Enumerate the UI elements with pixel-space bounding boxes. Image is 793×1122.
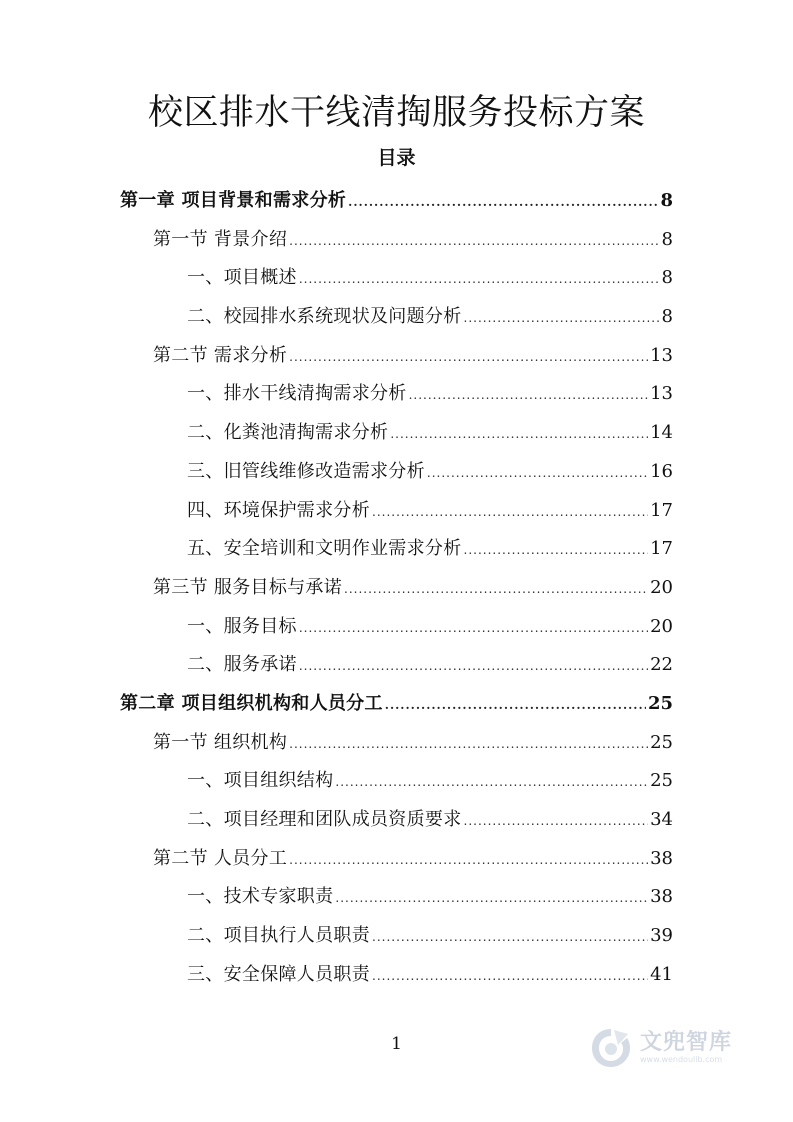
toc-entry-page: 25: [650, 731, 673, 753]
toc-dot-leader: [348, 183, 658, 222]
toc-entry[interactable]: [0, 646, 793, 685]
toc-dot-leader: [289, 338, 648, 377]
toc-heading: 目录: [377, 147, 416, 169]
toc-entry[interactable]: [0, 608, 793, 647]
document-title: 校区排水干线清掏服务投标方案: [147, 93, 645, 133]
toc-entry-text: 一、项目组织结构: [187, 770, 334, 792]
toc-entry[interactable]: [0, 569, 793, 608]
toc-entry-page: 16: [650, 460, 673, 482]
toc-dot-leader: [385, 686, 646, 725]
toc-entry-page: 25: [650, 770, 673, 792]
toc-dot-leader: [289, 841, 648, 880]
toc-entry[interactable]: [0, 685, 793, 724]
toc-entry-page: 38: [650, 847, 673, 869]
toc-dot-leader: [289, 725, 648, 764]
toc-entry-page: 8: [661, 228, 673, 250]
toc-dot-leader: [335, 763, 648, 802]
toc-entry[interactable]: [0, 492, 793, 531]
toc-entry[interactable]: [0, 221, 793, 260]
toc-entry-page: 8: [661, 267, 673, 289]
toc-entry[interactable]: [0, 956, 793, 995]
toc-entry-text: 第一节 组织机构: [153, 731, 288, 753]
toc-entry-page: 13: [650, 383, 673, 405]
toc-entry-page: 14: [650, 422, 673, 444]
toc-entry-page: 8: [661, 306, 673, 328]
toc-dot-leader: [299, 647, 648, 686]
toc-entry-page: 41: [650, 963, 673, 985]
toc-entry[interactable]: [0, 375, 793, 414]
toc-entry-page: 38: [650, 886, 673, 908]
toc-entry[interactable]: [0, 182, 793, 221]
toc-entry-text: 二、项目经理和团队成员资质要求: [187, 809, 462, 830]
toc-dot-leader: [409, 376, 648, 415]
toc-entry-text: 第二节 人员分工: [153, 847, 288, 869]
toc-dot-leader: [372, 957, 648, 996]
toc-entry-text: 三、安全保障人员职责: [187, 963, 370, 985]
toc-entry[interactable]: [0, 724, 793, 763]
toc-dot-leader: [289, 222, 659, 261]
toc-entry-text: 二、项目执行人员职责: [187, 925, 370, 947]
table-of-contents: [0, 182, 793, 994]
toc-entry-text: 第三节 服务目标与承诺: [153, 576, 343, 598]
toc-entry-text: 一、服务目标: [187, 615, 297, 637]
toc-dot-leader: [464, 299, 660, 338]
toc-entry-text: 二、化粪池清掏需求分析: [187, 422, 389, 444]
page-number: 1: [391, 1034, 402, 1054]
toc-entry[interactable]: [0, 453, 793, 492]
toc-entry-text: 第一章 项目背景和需求分析: [120, 190, 347, 211]
toc-entry-page: 8: [660, 190, 673, 211]
toc-dot-leader: [390, 415, 648, 454]
watermark: [588, 1020, 758, 1076]
toc-entry-page: 39: [650, 925, 673, 947]
toc-entry-text: 五、安全培训和文明作业需求分析: [187, 538, 462, 560]
toc-entry-page: 20: [650, 615, 673, 637]
toc-entry-page: 25: [647, 692, 673, 714]
toc-entry-page: 17: [650, 538, 673, 560]
toc-entry-text: 一、排水干线清掏需求分析: [187, 383, 407, 405]
toc-dot-leader: [372, 493, 648, 532]
wendou-logo-icon: [588, 1025, 634, 1071]
toc-dot-leader: [464, 802, 649, 841]
toc-entry-text: 一、项目概述: [187, 267, 297, 289]
watermark-text: [640, 1031, 732, 1065]
toc-entry[interactable]: [0, 337, 793, 376]
toc-entry-page: 22: [650, 654, 673, 676]
toc-dot-leader: [299, 260, 660, 299]
toc-entry-text: 一、技术专家职责: [187, 886, 334, 908]
toc-entry[interactable]: [0, 762, 793, 801]
toc-entry[interactable]: [0, 530, 793, 569]
toc-entry[interactable]: [0, 801, 793, 840]
toc-entry-text: 二、校园排水系统现状及问题分析: [187, 306, 462, 328]
toc-entry[interactable]: [0, 878, 793, 917]
watermark-name: 文兜智库: [640, 1030, 733, 1055]
toc-entry-text: 第二节 需求分析: [153, 344, 288, 366]
toc-entry-text: 三、旧管线维修改造需求分析: [187, 460, 425, 482]
toc-entry[interactable]: [0, 259, 793, 298]
toc-dot-leader: [427, 454, 648, 493]
toc-dot-leader: [344, 570, 648, 609]
toc-entry-text: 第二章 项目组织机构和人员分工: [120, 692, 383, 714]
toc-entry[interactable]: [0, 298, 793, 337]
toc-entry-page: 34: [650, 809, 673, 830]
toc-entry-text: 第一节 背景介绍: [153, 228, 288, 250]
watermark-url: www.wendoulib.com: [640, 1055, 723, 1064]
toc-entry-page: 17: [650, 499, 673, 521]
toc-entry[interactable]: [0, 414, 793, 453]
toc-dot-leader: [464, 531, 649, 570]
toc-dot-leader: [299, 609, 648, 648]
toc-entry-text: 二、服务承诺: [187, 654, 297, 676]
toc-entry-text: 四、环境保护需求分析: [187, 499, 370, 521]
toc-dot-leader: [372, 918, 648, 957]
toc-entry-page: 13: [650, 344, 673, 366]
toc-entry[interactable]: [0, 840, 793, 879]
toc-entry-page: 20: [650, 576, 673, 598]
toc-entry[interactable]: [0, 917, 793, 956]
toc-dot-leader: [335, 879, 648, 918]
